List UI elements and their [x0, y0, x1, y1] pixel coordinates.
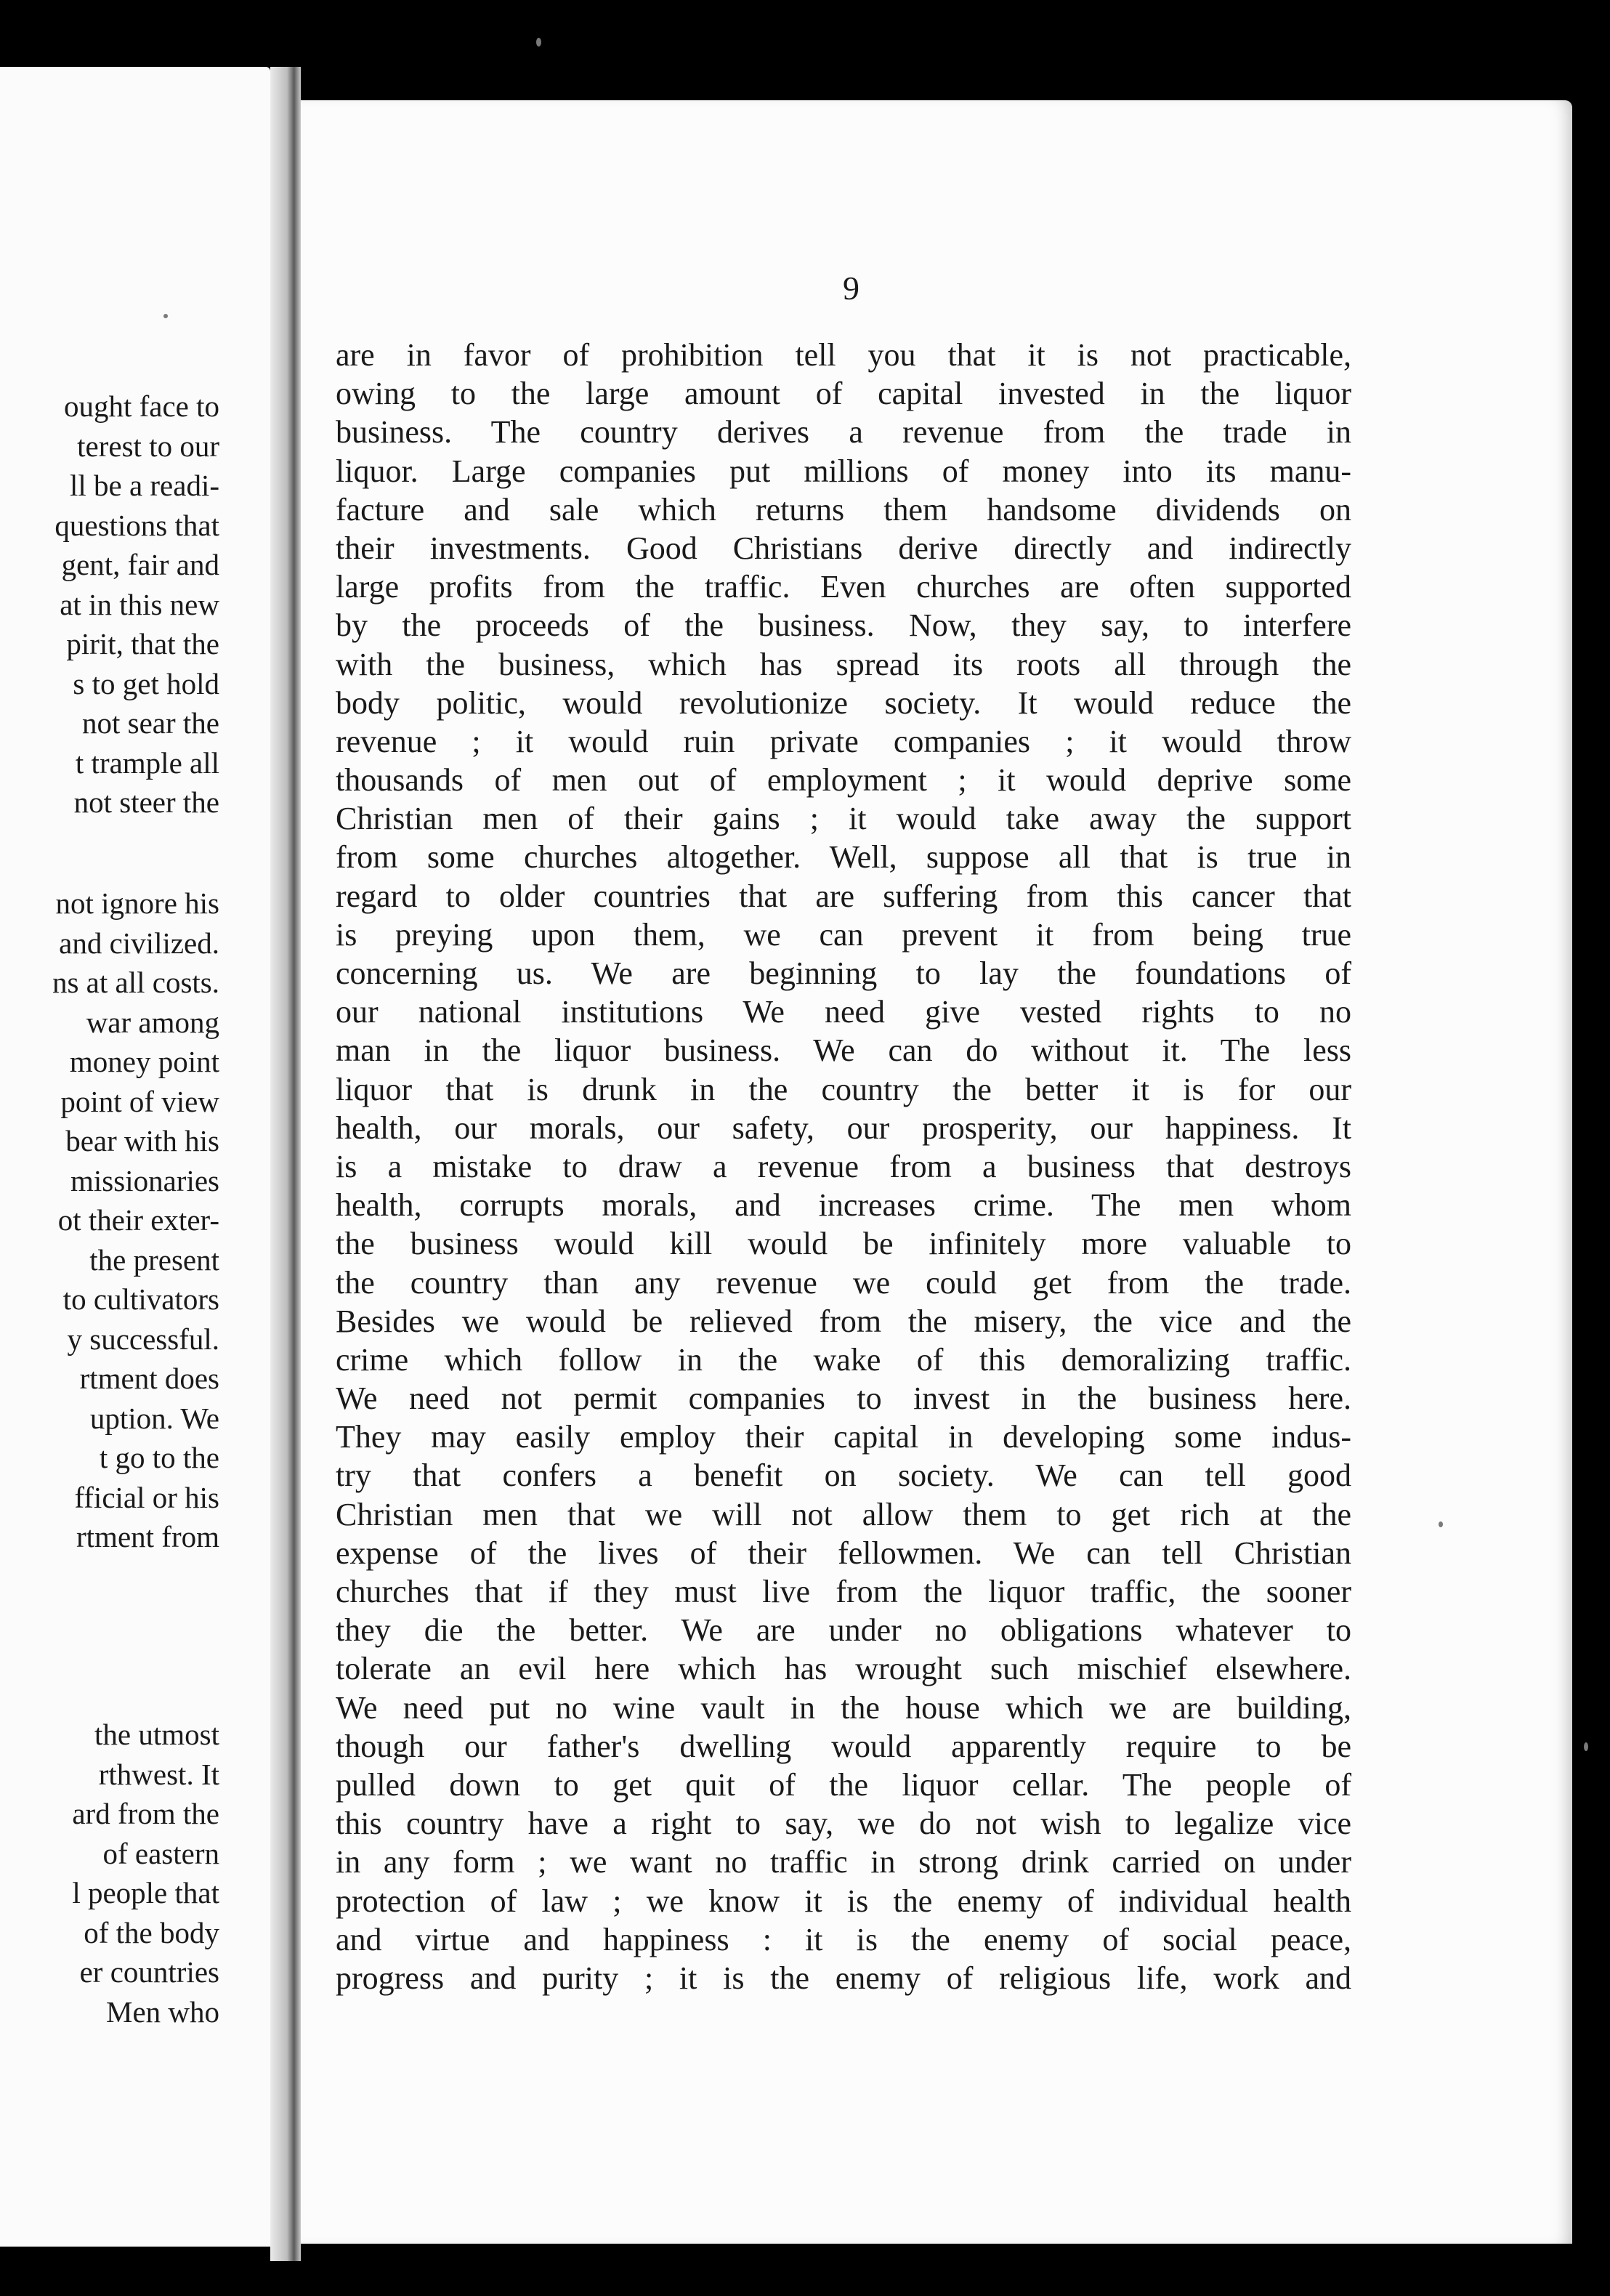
left-page-line: t trample all — [75, 745, 219, 780]
left-page-line: not steer the — [73, 785, 219, 819]
left-page-line: missionaries — [70, 1163, 219, 1197]
left-page-line: ard from the — [72, 1797, 219, 1830]
scan-speck — [1584, 1742, 1588, 1751]
body-line: large profits from the traffic. Even churches are often supported — [336, 569, 1351, 605]
body-line: with the business, which has spread its roots all through the — [336, 646, 1351, 682]
body-line: regard to older countries that are suffering from this cancer that — [336, 878, 1351, 914]
left-page-line: money point — [69, 1045, 219, 1078]
left-page-line: uption. We — [89, 1401, 219, 1435]
scan-speck — [536, 38, 541, 47]
left-page-line: of the body — [84, 1915, 219, 1949]
left-page-line: to cultivators — [62, 1282, 219, 1316]
body-line: this country have a right to say, we do not wish to legalize vice — [336, 1806, 1351, 1842]
body-line: though our father's dwelling would apparently require to be — [336, 1728, 1351, 1764]
body-line: liquor. Large companies put millions of money into its manu- — [336, 453, 1351, 489]
left-page-line: bear with his — [65, 1124, 219, 1157]
body-line: churches that if they must live from the liquor traffic, the sooner — [336, 1574, 1351, 1609]
page-number: 9 — [843, 270, 859, 307]
body-line: Christian men of their gains ; it would take away the support — [336, 801, 1351, 837]
body-line: We need not permit companies to invest in the business here. — [336, 1381, 1351, 1417]
body-line: Besides we would be relieved from the misery, the vice and the — [336, 1303, 1351, 1339]
body-line: they die the better. We are under no obligations whatever to — [336, 1612, 1351, 1649]
body-line: They may easily employ their capital in developing some indus- — [336, 1419, 1351, 1455]
body-line: We need put no wine vault in the house which we are building, — [336, 1689, 1351, 1726]
left-page-line: l people that — [72, 1876, 219, 1909]
body-line: and virtue and happiness : it is the enemy of social peace, — [336, 1921, 1351, 1957]
left-page-line: ot their exter- — [57, 1203, 219, 1237]
left-page-line: t go to the — [99, 1441, 219, 1474]
body-text — [336, 336, 1351, 1997]
left-page-line: terest to our — [77, 429, 219, 463]
body-line: are in favor of prohibition tell you that it is not practicable, — [336, 337, 1351, 373]
left-page-line: at in this new — [60, 587, 219, 621]
body-line: their investments. Good Christians derive directly and indirectly — [336, 530, 1351, 566]
body-line: concerning us. We are beginning to lay the foundations of — [336, 955, 1351, 991]
body-line: owing to the large amount of capital invested in the liquor — [336, 376, 1351, 412]
body-line: is preying upon them, we can prevent it from being true — [336, 916, 1351, 953]
body-line: from some churches altogether. Well, suppose all that is true in — [336, 839, 1351, 876]
left-page-line: Men who — [105, 1994, 219, 2029]
body-line: the business would kill would be infinitely more valuable to — [336, 1226, 1351, 1262]
body-line: liquor that is drunk in the country the better it is for our — [336, 1071, 1351, 1107]
body-line: Christian men that we will not allow them to get rich at the — [336, 1496, 1351, 1532]
left-page-line: the present — [89, 1242, 219, 1277]
body-line: in any form ; we want no traffic in strong drink carried on under — [336, 1844, 1351, 1880]
left-page-line: point of view — [60, 1084, 219, 1118]
body-line: health, corrupts morals, and increases crime. The men whom — [336, 1187, 1351, 1224]
body-line: expense of the lives of their fellowmen. We can tell Christian — [336, 1535, 1351, 1571]
left-page-line: y successful. — [67, 1322, 219, 1356]
body-line: is a mistake to draw a revenue from a business that destroys — [336, 1148, 1351, 1184]
left-page-line: pirit, that the — [66, 627, 219, 660]
body-line: the country than any revenue we could get from the trade. — [336, 1264, 1351, 1301]
left-page-line: s to get hold — [73, 666, 219, 700]
body-line: our national institutions We need give vested rights to no — [336, 994, 1351, 1030]
left-page-line: not sear the — [82, 706, 219, 740]
left-page-line: ns at all costs. — [52, 966, 219, 999]
left-page-line: fficial or his — [74, 1480, 219, 1514]
left-page-line: war among — [86, 1005, 219, 1039]
left-page-line: the utmost — [94, 1718, 219, 1751]
body-line: body politic, would revolutionize society. It would reduce the — [336, 684, 1351, 721]
left-page-line: er countries — [79, 1955, 219, 1989]
left-page-line: rtment from — [76, 1520, 219, 1553]
left-page-line: ll be a readi- — [69, 469, 219, 502]
left-page-line: gent, fair and — [61, 548, 219, 581]
left-page-line: ought face to — [63, 389, 219, 423]
body-line: progress and purity ; it is the enemy of religious life, work and — [336, 1960, 1351, 1996]
left-page-line: not ignore his — [55, 886, 219, 920]
body-line: revenue ; it would ruin private companies ; it would throw — [336, 723, 1351, 759]
body-line: by the proceeds of the business. Now, they say, to interfere — [336, 607, 1351, 644]
left-page — [0, 67, 270, 2247]
body-line: crime which follow in the wake of this demoralizing traffic. — [336, 1341, 1351, 1378]
body-line: business. The country derives a revenue from the trade in — [336, 414, 1351, 450]
left-page-text-block-2 — [52, 884, 219, 1557]
body-line: thousands of men out of employment ; it would deprive some — [336, 762, 1351, 799]
body-line: pulled down to get quit of the liquor cellar. The people of — [336, 1766, 1351, 1803]
left-page-line: questions that — [54, 508, 219, 542]
body-line: facture and sale which returns them handsome dividends on — [336, 491, 1351, 527]
left-page-line: rtment does — [79, 1362, 219, 1395]
left-page-line: rthwest. It — [98, 1757, 219, 1791]
left-page-line: and civilized. — [59, 926, 219, 960]
scan-speck — [1439, 1521, 1443, 1527]
left-page-text-block-3 — [72, 1715, 219, 2032]
body-line: man in the liquor business. We can do without it. The less — [336, 1032, 1351, 1069]
scan-speck — [163, 314, 168, 318]
body-line: health, our morals, our safety, our prosperity, our happiness. It — [336, 1109, 1351, 1146]
body-line: protection of law ; we know it is the enemy of individual health — [336, 1883, 1351, 1919]
book-gutter — [270, 67, 301, 2261]
body-line: try that confers a benefit on society. We can tell good — [336, 1458, 1351, 1494]
left-page-line: of eastern — [102, 1836, 219, 1870]
left-page-text-block-1 — [54, 387, 219, 822]
body-line: tolerate an evil here which has wrought such mischief elsewhere. — [336, 1651, 1351, 1687]
